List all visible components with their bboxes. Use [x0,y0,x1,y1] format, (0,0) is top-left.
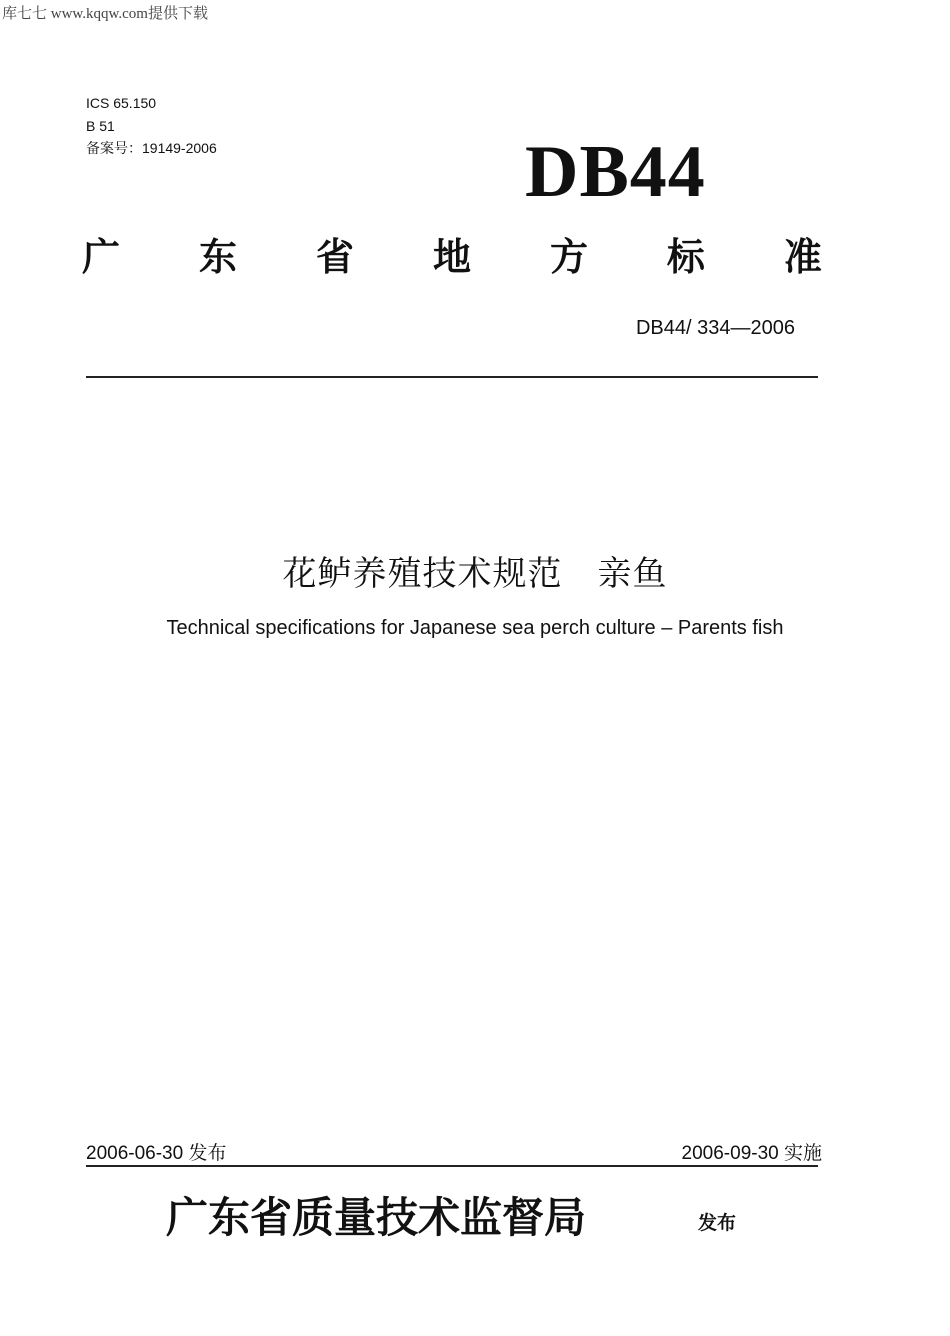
implementation-date: 2006-09-30 实施 [681,1143,822,1164]
standard-type-title [82,232,822,284]
watermark-text: 库七七 www.kqqw.com提供下载 [2,6,208,22]
title-char: 方 [549,237,588,279]
authority-action: 发布 [698,1213,737,1234]
title-char: 东 [198,237,237,279]
record-number: 备案号：19149-2006 [86,140,217,156]
standard-meta [86,92,217,160]
ics-code: ICS 65.150 [86,95,157,111]
title-char: 标 [666,237,705,279]
classification-code: B 51 [86,117,115,134]
chinese-title: 花鲈养殖技术规范 亲鱼 [282,555,668,593]
english-title: Technical specifications for Japanese sea perch culture – Parents fish [166,617,784,639]
title-char: 地 [432,237,471,279]
footer-divider [86,1165,818,1167]
title-char: 准 [783,237,822,279]
standard-code-logo: DB44 [525,131,706,213]
standard-number: DB44/ 334—2006 [635,317,795,339]
title-char: 省 [315,237,354,279]
issue-date: 2006-06-30 发布 [86,1143,227,1164]
header-divider [86,376,818,378]
title-char: 广 [82,237,121,279]
issuing-authority: 广东省质量技术监督局 [166,1196,587,1242]
